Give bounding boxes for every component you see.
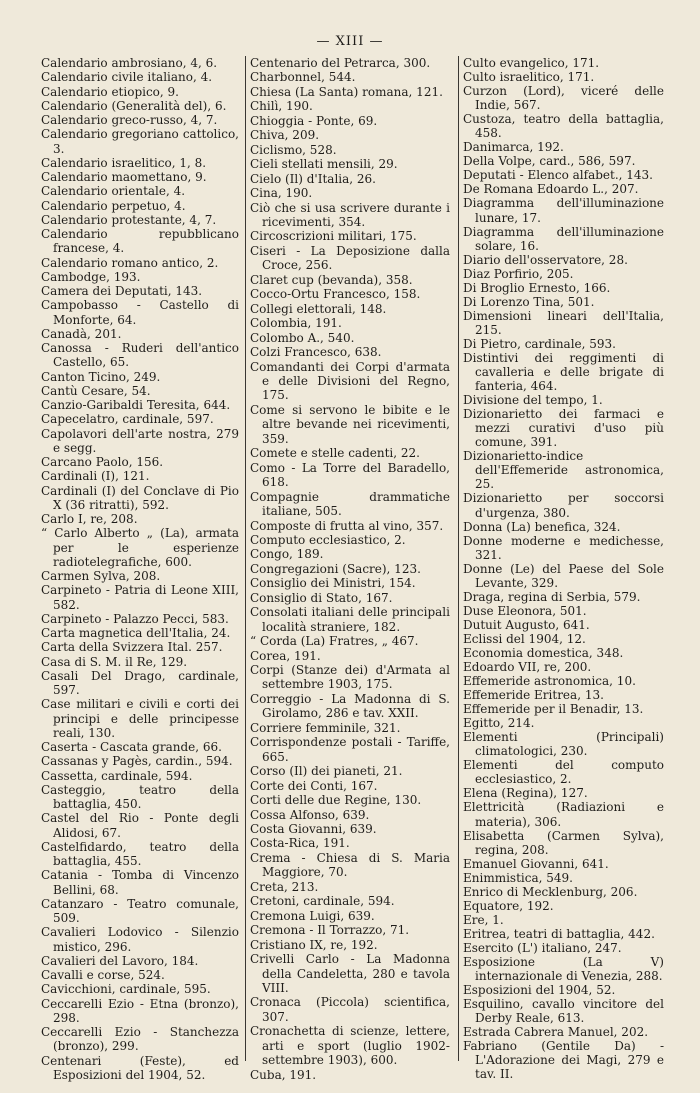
index-column-2 <box>250 56 450 1082</box>
index-entry: Catanzaro - Teatro comunale, 509. <box>41 896 239 925</box>
index-entry: Corti delle due Regine, 130. <box>250 793 422 808</box>
index-entry: Calendario israelitico, 1, 8. <box>41 155 207 170</box>
index-entry: Comandanti dei Corpi d'armata e delle Divisioni del Regno, 175. <box>250 359 450 403</box>
index-entry: Esposizione (La V) internazionale di Venezia, 288. <box>463 955 664 984</box>
index-entry: Casali Del Drago, cardinale, 597. <box>41 668 239 697</box>
index-entry: Cielo (Il) d'Italia, 26. <box>250 171 376 186</box>
index-entry: Cardinali (I), 121. <box>41 469 150 484</box>
index-entry: Cavalieri del Lavoro, 184. <box>41 953 199 968</box>
index-entry: Centenari (Feste), ed Esposizioni del 1904, 52. <box>41 1053 239 1082</box>
index-entry: Economia domestica, 348. <box>463 645 624 660</box>
index-entry: Castelfidardo, teatro della battaglia, 455. <box>41 839 239 868</box>
index-entry: Cossa Alfonso, 639. <box>250 807 370 822</box>
index-entry: Ciseri - La Deposizione dalla Croce, 256. <box>250 243 450 273</box>
index-entry: Cocco-Ortu Francesco, 158. <box>250 287 421 302</box>
index-entry: Cantù Cesare, 54. <box>41 383 151 398</box>
index-entry: Chiesa (La Santa) romana, 121. <box>250 84 443 99</box>
index-entry: Centenario del Petrarca, 300. <box>250 56 431 70</box>
index-entry: Ceccarelli Ezio - Etna (bronzo), 298. <box>41 996 239 1025</box>
index-entry: Calendario repubblicano francese, 4. <box>41 227 239 256</box>
index-entry: Circoscrizioni militari, 175. <box>250 229 417 244</box>
index-entry: Creta, 213. <box>250 879 319 894</box>
index-entry: Calendario (Generalità del), 6. <box>41 98 227 113</box>
column-divider <box>458 56 459 1061</box>
index-entry: Eclissi del 1904, 12. <box>463 631 586 646</box>
index-entry: Chiva, 209. <box>250 128 320 143</box>
index-entry: Casteggio, teatro della battaglia, 450. <box>41 782 239 811</box>
index-entry: Congregazioni (Sacre), 123. <box>250 561 421 576</box>
index-entry: Corte dei Conti, 167. <box>250 778 378 793</box>
index-entry: Calendario gregoriano cattolico, 3. <box>41 127 239 156</box>
index-entry: Carpineto - Patria di Leone XIII, 582. <box>41 583 239 612</box>
index-entry: Compagnie drammatiche italiane, 505. <box>250 489 450 519</box>
index-entry: “ Carlo Alberto „ (La), armata per le esperienze radiotelegrafiche, 600. <box>41 526 239 569</box>
index-entry: Consiglio di Stato, 167. <box>250 590 393 605</box>
index-entry: Effemeride Eritrea, 13. <box>463 688 604 703</box>
index-entry: Cristiano IX, re, 192. <box>250 937 378 952</box>
index-entry: Consolati italiani delle principali località straniere, 182. <box>250 605 450 634</box>
index-entry: Calendario ambrosiano, 4, 6. <box>41 56 218 70</box>
index-entry: Carta della Svizzera Ital. 257. <box>41 640 223 655</box>
index-entry: “ Corda (La) Fratres, „ 467. <box>250 634 419 649</box>
index-entry: Colombia, 191. <box>250 316 342 331</box>
index-entry: Charbonnel, 544. <box>250 70 356 85</box>
index-entry: Eritrea, teatri di battaglia, 442. <box>463 926 655 941</box>
index-entry: Della Volpe, card., 586, 597. <box>463 154 636 169</box>
index-entry: Dimensioni lineari dell'Italia, 215. <box>463 308 664 337</box>
index-entry: Calendario romano antico, 2. <box>41 255 219 270</box>
index-entry: Calendario greco-russo, 4, 7. <box>41 113 218 127</box>
index-entry: Ciclismo, 528. <box>250 142 337 157</box>
index-entry: Colombo A., 540. <box>250 330 355 345</box>
index-entry: Corso (Il) dei pianeti, 21. <box>250 764 403 779</box>
index-entry: Calendario etiopico, 9. <box>41 84 179 99</box>
index-entry: Colzi Francesco, 638. <box>250 345 382 360</box>
index-entry: Egitto, 214. <box>463 716 535 731</box>
index-entry: Corea, 191. <box>250 648 321 663</box>
index-entry: Cronaca (Piccola) scientifica, 307. <box>250 995 450 1024</box>
index-entry: Ceccarelli Ezio - Stanchezza (bronzo), 299. <box>41 1025 239 1054</box>
index-entry: Ere, 1. <box>463 912 504 927</box>
index-entry: Custoza, teatro della battaglia, 458. <box>463 112 664 141</box>
index-entry: Corriere femminile, 321. <box>250 720 401 735</box>
index-entry: Donne moderne e medichesse, 321. <box>463 533 664 562</box>
index-entry: Emanuel Giovanni, 641. <box>463 856 609 871</box>
index-entry: Claret cup (bevanda), 358. <box>250 272 413 287</box>
index-entry: Donne (Le) del Paese del Sole Levante, 329. <box>463 561 664 590</box>
index-entry: Costa-Rica, 191. <box>250 836 350 851</box>
index-entry: Capecelatro, cardinale, 597. <box>41 412 214 427</box>
index-entry: Crema - Chiesa di S. Maria Maggiore, 70. <box>250 850 450 880</box>
index-entry: Case militari e civili e corti dei principi e delle principesse reali, 130. <box>41 697 239 740</box>
index-entry: Diaz Porfirio, 205. <box>463 266 574 281</box>
index-entry: Esposizioni del 1904, 52. <box>463 983 616 998</box>
index-entry: Catania - Tomba di Vincenzo Bellini, 68. <box>41 868 239 897</box>
index-entry: Congo, 189. <box>250 547 324 562</box>
index-entry: Esercito (L') italiano, 247. <box>463 940 622 955</box>
index-entry: Effemeride astronomica, 10. <box>463 674 636 689</box>
index-entry: Casa di S. M. il Re, 129. <box>41 654 188 669</box>
index-entry: Enrico di Mecklenburg, 206. <box>463 884 638 899</box>
index-entry: Dizionarietto dei farmaci e mezzi curativi d'uso più comune, 391. <box>463 407 664 450</box>
index-entry: Diario dell'osservatore, 28. <box>463 252 628 267</box>
column-divider <box>245 56 246 1061</box>
index-entry: Carta magnetica dell'Italia, 24. <box>41 626 231 640</box>
index-entry: De Romana Edoardo L., 207. <box>463 182 639 197</box>
index-entry: Divisione del tempo, 1. <box>463 393 603 408</box>
index-entry: Calendario maomettano, 9. <box>41 170 207 184</box>
index-entry: Effemeride per il Benadir, 13. <box>463 702 644 717</box>
index-entry: Computo ecclesiastico, 2. <box>250 532 406 547</box>
index-entry: Di Broglio Ernesto, 166. <box>463 280 611 295</box>
index-entry: Calendario orientale, 4. <box>41 184 186 199</box>
index-entry: Equatore, 192. <box>463 898 554 913</box>
index-entry: Elementi (Principali) climatologici, 230. <box>463 730 664 759</box>
index-entry: Carmen Sylva, 208. <box>41 569 161 583</box>
index-entry: Elena (Regina), 127. <box>463 786 588 801</box>
index-entry: Canzio-Garibaldi Teresita, 644. <box>41 398 231 412</box>
index-entry: Carpineto - Palazzo Pecci, 583. <box>41 611 229 626</box>
index-entry: Consiglio dei Ministri, 154. <box>250 576 416 591</box>
page-number: — XIII — <box>316 34 384 49</box>
index-entry: Culto evangelico, 171. <box>463 56 600 70</box>
index-entry: Calendario protestante, 4, 7. <box>41 212 217 227</box>
index-entry: Chioggia - Ponte, 69. <box>250 113 378 128</box>
index-entry: Duse Eleonora, 501. <box>463 603 587 618</box>
index-entry: Calendario civile italiano, 4. <box>41 70 213 85</box>
index-entry: Capolavori dell'arte nostra, 279 e segg. <box>41 426 239 455</box>
index-entry: Danimarca, 192. <box>463 140 564 155</box>
index-entry: Draga, regina di Serbia, 579. <box>463 589 641 604</box>
index-entry: Cambodge, 193. <box>41 269 141 284</box>
index-entry: Camera dei Deputati, 143. <box>41 284 203 298</box>
index-entry: Cuba, 191. <box>250 1067 317 1082</box>
index-entry: Elementi del computo ecclesiastico, 2. <box>463 758 664 787</box>
index-entry: Cavalli e corse, 524. <box>41 968 165 982</box>
index-entry: Calendario perpetuo, 4. <box>41 198 186 213</box>
index-entry: Estrada Cabrera Manuel, 202. <box>463 1025 649 1040</box>
index-entry: Campobasso - Castello di Monforte, 64. <box>41 298 239 327</box>
index-entry: Di Lorenzo Tina, 501. <box>463 294 595 309</box>
index-entry: Cretoni, cardinale, 594. <box>250 894 395 909</box>
index-entry: Di Pietro, cardinale, 593. <box>463 336 616 351</box>
index-entry: Chilì, 190. <box>250 99 313 114</box>
index-entry: Como - La Torre del Baradello, 618. <box>250 460 450 490</box>
index-entry: Caserta - Cascata grande, 66. <box>41 740 222 754</box>
index-entry: Canadà, 201. <box>41 326 122 341</box>
index-entry: Cassanas y Pagès, cardin., 594. <box>41 754 233 769</box>
index-entry: Enimmistica, 549. <box>463 870 573 885</box>
index-entry: Cremona - Il Torrazzo, 71. <box>250 923 410 938</box>
index-entry: Dizionarietto per soccorsi d'urgenza, 380. <box>463 491 664 520</box>
index-entry: Elettricità (Radiazioni e materia), 306. <box>463 800 664 829</box>
index-column-1 <box>41 56 239 1082</box>
index-entry: Diagramma dell'illuminazione lunare, 17. <box>463 196 664 225</box>
index-entry: Cavalieri Lodovico - Silenzio mistico, 296. <box>41 925 239 954</box>
index-entry: Deputati - Elenco alfabet., 143. <box>463 168 653 183</box>
index-entry: Cina, 190. <box>250 186 313 201</box>
index-entry: Canossa - Ruderi dell'antico Castello, 65. <box>41 341 239 370</box>
index-entry: Dizionarietto-indice dell'Effemeride astronomica, 25. <box>463 449 664 492</box>
index-entry: Cieli stellati mensili, 29. <box>250 157 398 172</box>
index-entry: Castel del Rio - Ponte degli Alidosi, 67. <box>41 811 239 840</box>
index-entry: Cavicchioni, cardinale, 595. <box>41 982 211 997</box>
index-entry: Costa Giovanni, 639. <box>250 822 377 837</box>
index-entry: Distintivi dei reggimenti di cavalleria e delle brigate di fanteria, 464. <box>463 350 664 394</box>
index-entry: Dutuit Augusto, 641. <box>463 617 590 632</box>
index-entry: Cremona Luigi, 639. <box>250 908 375 923</box>
index-entry: Correggio - La Madonna di S. Girolamo, 286 e tav. XXII. <box>250 691 450 721</box>
index-entry: Fabriano (Gentile Da) - L'Adorazione dei Magi, 279 e tav. II. <box>463 1039 664 1082</box>
index-entry: Cronachetta di scienze, lettere, arti e sport (luglio 1902-settembre 1903), 600. <box>250 1024 450 1068</box>
index-entry: Carlo I, re, 208. <box>41 512 138 526</box>
index-entry: Canton Ticino, 249. <box>41 369 161 384</box>
index-entry: Ciò che si usa scrivere durante i ricevimenti, 354. <box>250 200 450 229</box>
index-entry: Elisabetta (Carmen Sylva), regina, 208. <box>463 828 664 857</box>
index-entry: Carcano Paolo, 156. <box>41 455 164 469</box>
index-entry: Diagramma dell'illuminazione solare, 16. <box>463 224 664 253</box>
index-entry: Esquilino, cavallo vincitore del Derby Reale, 613. <box>463 997 664 1026</box>
index-entry: Comete e stelle cadenti, 22. <box>250 446 420 461</box>
index-entry: Donna (La) benefica, 324. <box>463 519 621 534</box>
index-entry: Composte di frutta al vino, 357. <box>250 518 444 533</box>
index-entry: Corrispondenze postali - Tariffe, 665. <box>250 735 450 764</box>
index-entry: Curzon (Lord), viceré delle Indie, 567. <box>463 84 664 113</box>
index-entry: Edoardo VII, re, 200. <box>463 660 592 675</box>
index-entry: Come si servono le bibite e le altre bevande nei ricevimenti, 359. <box>250 402 450 446</box>
index-column-3 <box>463 56 664 1081</box>
index-entry: Cardinali (I) del Conclave di Pio X (36 ritratti), 592. <box>41 483 239 512</box>
index-entry: Cassetta, cardinale, 594. <box>41 768 193 783</box>
index-entry: Crivelli Carlo - La Madonna della Candeletta, 280 e tavola VIII. <box>250 952 450 995</box>
index-entry: Corpi (Stanze dei) d'Armata al settembre 1903, 175. <box>250 663 450 692</box>
index-entry: Collegi elettorali, 148. <box>250 301 387 316</box>
index-entry: Culto israelitico, 171. <box>463 70 595 85</box>
